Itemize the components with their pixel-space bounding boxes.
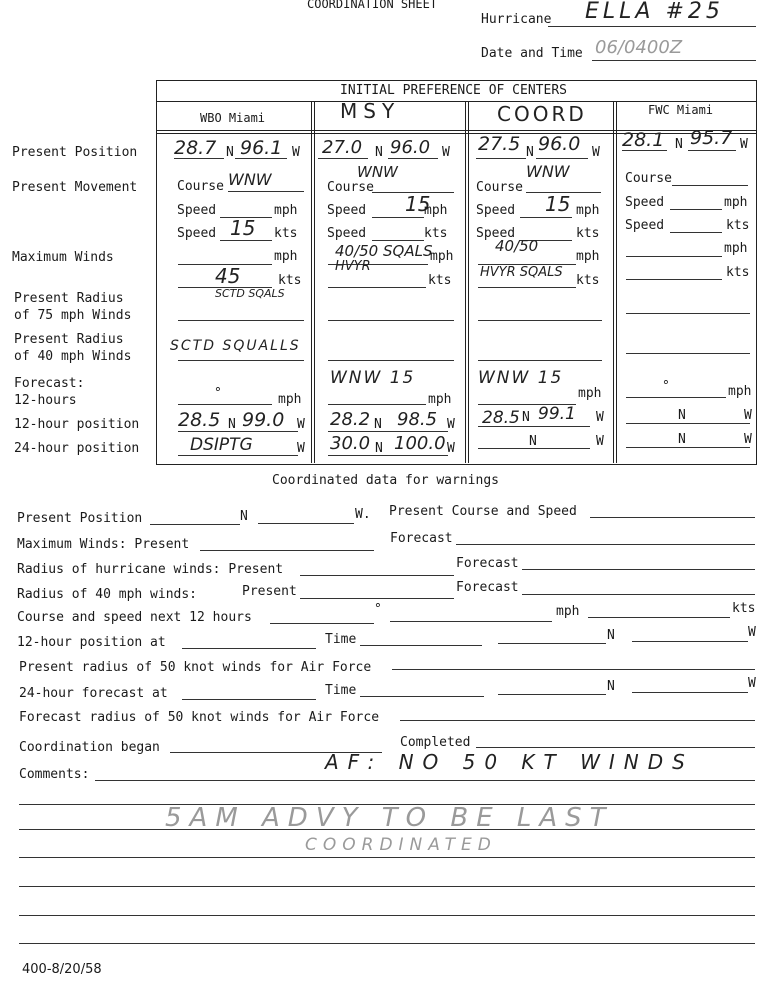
msy-speed-mph: 15: [405, 192, 431, 216]
cd-fc24-time-field[interactable]: [360, 696, 484, 697]
cd-fc24-at: 24-hour forecast at: [19, 686, 168, 701]
msy-pos24-lat: 30.0: [330, 433, 371, 454]
msy-maxwind-kts: HVYR: [335, 259, 371, 274]
msy-forecast: WNW 15: [330, 368, 416, 388]
label-forecast: Forecast:: [14, 376, 85, 391]
sheet-title: COORDINATION SHEET: [307, 0, 438, 11]
wbo-course: WNW: [228, 170, 272, 189]
msy-pos-lat: 27.0: [322, 137, 363, 158]
col-msy: MSY: [340, 99, 401, 123]
wbo-pos12-lat: 28.5: [178, 409, 221, 431]
msy-pos12-lon: 98.5: [397, 409, 438, 430]
wbo-speed-kts: 15: [230, 216, 256, 240]
col-coord: COORD: [497, 102, 587, 126]
coord-forecast: WNW 15: [478, 368, 564, 388]
msy-maxwind-mph: 40/50 SQALS: [335, 242, 433, 260]
coord-course: WNW: [526, 162, 570, 181]
cd-fc24-time: Time: [325, 683, 357, 698]
msy-course: WNW: [357, 163, 398, 181]
cd-pos12-time: Time: [325, 632, 357, 647]
cd-max-winds-present-field[interactable]: [200, 550, 374, 551]
cd-fc24-lat-field[interactable]: [498, 694, 606, 695]
coord-maxwind-mph: 40/50: [495, 237, 539, 255]
coord-maxwind-kts: HVYR SQALS: [480, 265, 563, 280]
cd-fc-radius50-af-field[interactable]: [400, 720, 755, 721]
cd-present-position-lon-field[interactable]: [258, 523, 354, 524]
comment-line-1: AF: NO 50 KT WINDS: [325, 750, 694, 774]
label-radius40-b: of 40 mph Winds: [14, 349, 132, 364]
form-id: 400-8/20/58: [22, 962, 102, 977]
fwc-pos-lon: 95.7: [690, 127, 733, 149]
cd-pos12-time-field[interactable]: [360, 645, 482, 646]
cd-course-12-field[interactable]: [270, 623, 374, 624]
fwc-pos-lat: 28.1: [622, 129, 665, 151]
msy-pos12-lat: 28.2: [330, 409, 371, 430]
cd-pos12-at-field[interactable]: [182, 648, 316, 649]
cd-fc-radius50-af: Forecast radius of 50 knot winds for Air Force: [19, 710, 380, 725]
wbo-radius40: SCTD SQUALLS: [170, 338, 301, 354]
cd-max-winds-forecast-field[interactable]: [456, 544, 755, 545]
coord-pos-lon: 96.0: [538, 133, 581, 155]
wbo-pos-lat: 28.7: [174, 137, 217, 159]
cd-speed-12-kts-field[interactable]: [588, 617, 730, 618]
label-radius75-a: Present Radius: [14, 291, 124, 306]
cd-radius-hurricane-forecast-field[interactable]: [522, 569, 755, 570]
cd-fc24-at-field[interactable]: [182, 699, 316, 700]
cd-pos12-lon-field[interactable]: [632, 641, 748, 642]
cd-present-position: Present Position: [17, 511, 143, 526]
cd-max-winds-present: Maximum Winds: Present: [17, 537, 190, 552]
label-12-hour-position: 12-hour position: [14, 417, 140, 432]
cd-radius-hurricane-present-field[interactable]: [300, 575, 454, 576]
cd-radius50-af: Present radius of 50 knot winds for Air Force: [19, 660, 372, 675]
cd-speed-12-mph-field[interactable]: [390, 621, 552, 622]
cd-pos12-at: 12-hour position at: [17, 635, 166, 650]
coord-pos12-lat: 28.5: [482, 408, 520, 428]
cd-max-winds-forecast: Forecast: [390, 531, 453, 546]
cd-radius-hurricane: Radius of hurricane winds: Present: [17, 562, 284, 577]
cd-radius-hurricane-forecast: Forecast: [456, 556, 519, 571]
cd-pos12-lat-field[interactable]: [498, 643, 606, 644]
cd-present-course-speed-field[interactable]: [590, 517, 755, 518]
col-fwc-miami: FWC Miami: [648, 103, 714, 117]
coord-speed-mph: 15: [545, 192, 571, 216]
wbo-maxwind-kts: 45: [215, 264, 241, 288]
comment-line-3: COORDINATED: [305, 835, 497, 855]
label-radius75-b: of 75 mph Winds: [14, 308, 132, 323]
cd-radius-40-present: Present: [242, 584, 297, 599]
cd-present-position-lat-field[interactable]: [150, 524, 240, 525]
col-wbo-miami: WBO Miami: [200, 111, 266, 125]
coordinated-title: Coordinated data for warnings: [272, 473, 499, 488]
label-24-hour-position: 24-hour position: [14, 441, 140, 456]
coord-pos12-lon: 99.1: [538, 404, 576, 424]
cd-radius-40-forecast-field[interactable]: [522, 594, 755, 595]
cd-coord-began: Coordination began: [19, 740, 160, 755]
cd-present-course-speed: Present Course and Speed: [389, 504, 577, 519]
msy-pos-lon: 96.0: [390, 137, 431, 158]
cd-completed: Completed: [400, 735, 471, 750]
datetime-label: Date and Time: [481, 46, 583, 61]
wbo-pos24: DSIPTG: [190, 435, 253, 455]
label-maximum-winds: Maximum Winds: [12, 250, 114, 265]
cd-radius-40-present-field[interactable]: [300, 598, 454, 599]
cd-completed-field[interactable]: [476, 747, 755, 748]
coord-pos-lat: 27.5: [478, 133, 521, 155]
msy-pos24-lon: 100.0: [394, 433, 446, 454]
datetime-value: 06/0400Z: [595, 37, 683, 58]
cd-radius-40-forecast: Forecast: [456, 580, 519, 595]
label-present-position: Present Position: [12, 145, 138, 160]
hurricane-label: Hurricane: [481, 12, 552, 27]
cd-comments: Comments:: [19, 767, 90, 782]
label-12-hours: 12-hours: [14, 393, 77, 408]
wbo-pos12-lon: 99.0: [242, 409, 285, 431]
label-radius40-a: Present Radius: [14, 332, 124, 347]
cd-course-speed-12: Course and speed next 12 hours: [17, 610, 252, 625]
cd-fc24-lon-field[interactable]: [632, 692, 748, 693]
cd-radius-40: Radius of 40 mph winds:: [17, 587, 198, 602]
table-title: INITIAL PREFERENCE OF CENTERS: [340, 83, 567, 98]
hurricane-value: ELLA #25: [585, 0, 724, 24]
comment-line-2: 5AM ADVY TO BE LAST: [165, 803, 614, 833]
cd-radius50-af-field[interactable]: [392, 669, 755, 670]
wbo-pos-lon: 96.1: [240, 137, 283, 159]
wbo-maxwind-note: SCTD SQALS: [215, 287, 285, 300]
label-present-movement: Present Movement: [12, 180, 138, 195]
